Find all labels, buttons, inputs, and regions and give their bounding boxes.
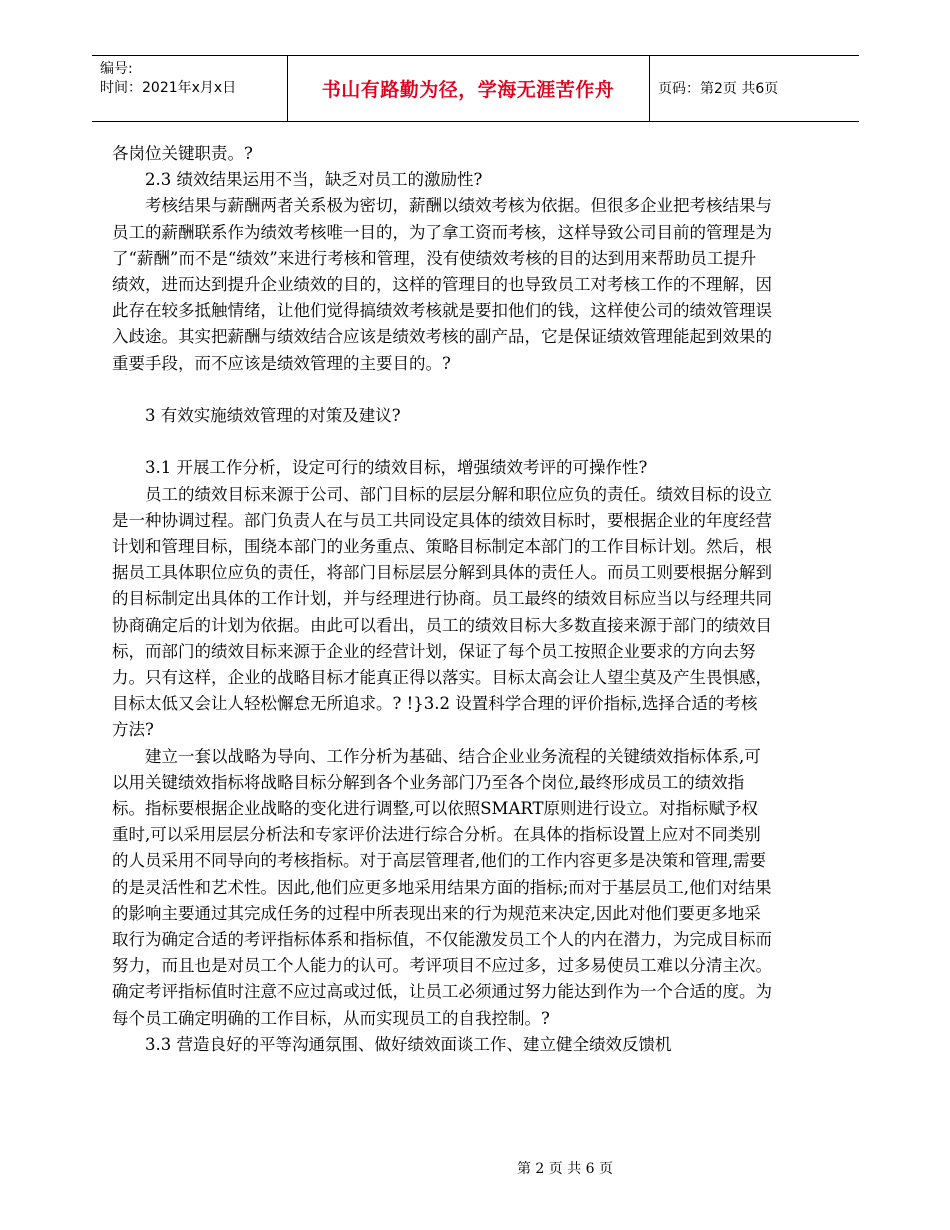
spacer [112, 377, 772, 403]
footer-page-number: 第 2 页 共 6 页 [516, 1161, 614, 1177]
section-heading-2-3: 2.3 绩效结果运用不当，缺乏对员工的激励性? [145, 170, 483, 190]
section-heading-3-1: 3.1 开展工作分析，设定可行的绩效目标，增强绩效考评的可操作性? [145, 458, 648, 478]
header-meta [100, 60, 236, 98]
paragraph: 考核结果与薪酬两者关系极为密切，薪酬以绩效考核为依据。但很多企业把考核结果与员工的薪酬联系作为绩效考核唯一目的，为了拿工资而考核，这样导致公司目前的管理是为了“薪酬”而不是“绩效”来进行考核和管理，没有使绩效考核的目的达到用来帮助员工提升绩效，进而达到提升企业绩效的目的，这样的管理目的也导致员工对考核工作的不理解，因此存在较多抵触情绪，让他们觉得搞绩效考核就是要扣他们的钱，这样使公司的绩效管理误入歧途。其实把薪酬与绩效结合应该是绩效考核的副产品，它是保证绩效管理能起到效果的重要手段，而不应该是绩效管理的主要目的。? [112, 196, 772, 373]
header-divider-right [649, 55, 650, 121]
header-motto: 书山有路勤为径，学海无涯苦作舟 [321, 78, 615, 101]
document-body [112, 141, 772, 1058]
document-time: 时间：2021年x月x日 [100, 80, 237, 96]
header-page-info: 页码：第2页 共6页 [658, 81, 779, 97]
paragraph: 员工的绩效目标来源于公司、部门目标的层层分解和职位应负的责任。绩效目标的设立是一种协调过程。部门负责人在与员工共同设定具体的绩效目标时，要根据企业的年度经营计划和管理目标，围绕本部门的业务重点、策略目标制定本部门的工作目标计划。然后，根据员工具体职位应负的责任，将部门目标层层分解到具体的责任人。而员工则要根据分解到的目标制定出具体的工作计划，并与经理进行协商。员工最终的绩效目标应当以与经理共同协商确定后的计划为依据。由此可以看出，员工的绩效目标大多数直接来源于部门的绩效目标，而部门的绩效目标来源于企业的经营计划，保证了每个员工按照企业要求的方向去努力。只有这样，企业的战略目标才能真正得以落实。目标太高会让人望尘莫及产生畏惧感，目标太低又会让人轻松懈怠无所追求。? !}3.2 设置科学合理的评价指标,选择合适的考核方法? [112, 484, 772, 740]
page-footer [0, 1158, 950, 1178]
document-number-label: 编号: [100, 61, 133, 77]
section-heading-3: 3 有效实施绩效管理的对策及建议? [145, 406, 401, 426]
header-bottom-rule [92, 121, 859, 122]
spacer [112, 429, 772, 455]
section-heading-3-3: 3.3 营造良好的平等沟通氛围、做好绩效面谈工作、建立健全绩效反馈机 [145, 1034, 672, 1054]
paragraph: 建立一套以战略为导向、工作分析为基础、结合企业业务流程的关键绩效指标体系,可以用关键绩效指标将战略目标分解到各个业务部门乃至各个岗位,最终形成员工的绩效指标。指标要根据企业战略的变化进行调整,可以依照SMART原则进行设立。对指标赋予权重时,可以采用层层分析法和专家评价法进行综合分析。在具体的指标设置上应对不同类别的人员采用不同导向的考核指标。对于高层管理者,他们的工作内容更多是决策和管理,需要的是灵活性和艺术性。因此,他们应更多地采用结果方面的指标;而对于基层员工,他们对结果的影响主要通过其完成任务的过程中所表现出来的行为规范来决定,因此对他们要更多地采取行为确定合适的考评指标体系和指标值，不仅能激发员工个人的内在潜力，为完成目标而努力，而且也是对员工个人能力的认可。考评项目不应过多，过多易使员工难以分清主次。确定考评指标值时注意不应过高或过低，让员工必须通过努力能达到作为一个合适的度。为每个员工确定明确的工作目标，从而实现员工的自我控制。? [112, 746, 772, 1028]
paragraph: 各岗位关键职责。? [112, 144, 253, 163]
